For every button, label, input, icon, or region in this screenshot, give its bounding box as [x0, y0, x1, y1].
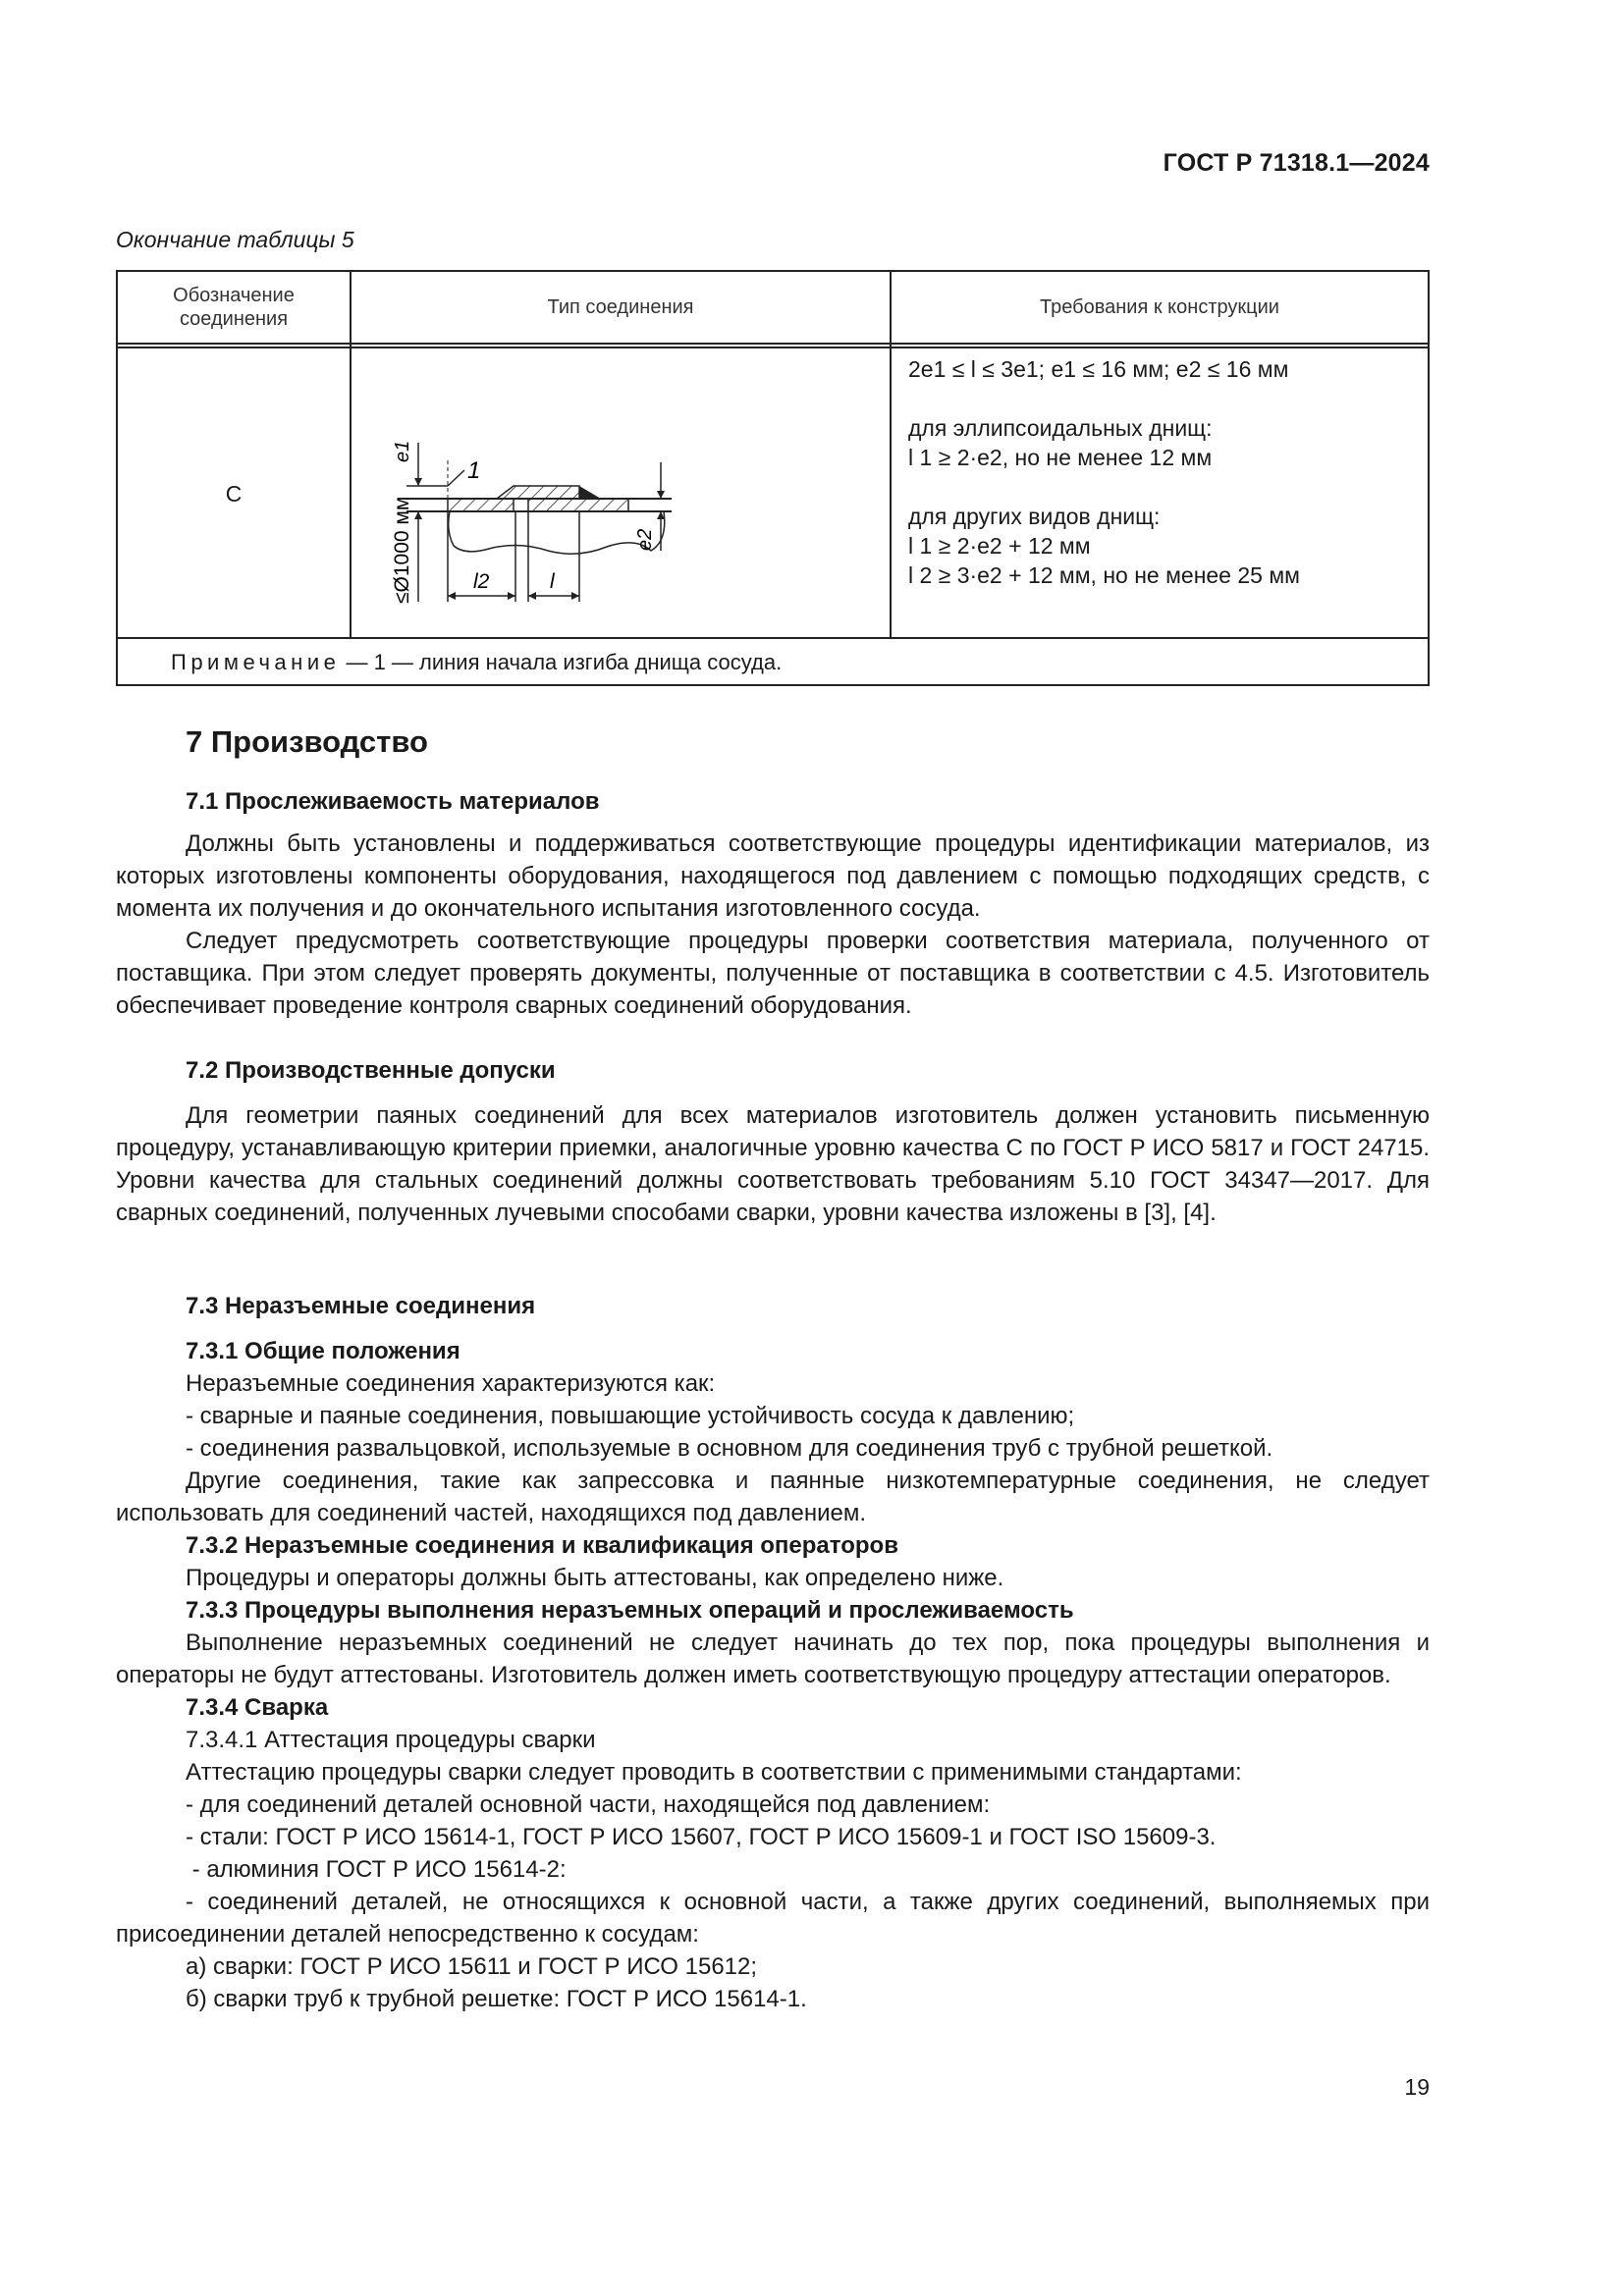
note-text: — 1 — линия начала изгиба днища сосуда. [340, 650, 783, 674]
page-number: 19 [1404, 2074, 1430, 2100]
paragraph: Выполнение неразъемных соединений не следует начинать до тех пор, пока процедуры выполнения и операторы не будут аттестованы. Изготовитель должен иметь соответствующую процедуру аттестации операторов. [116, 1629, 1430, 1688]
subsection-heading: 7.1 Прослеживаемость материалов [186, 788, 600, 815]
text-line: Процедуры и операторы должны быть аттестованы, как определено ниже. [186, 1565, 1004, 1591]
list-item: - алюминия ГОСТ Р ИСО 15614-2: [186, 1856, 567, 1883]
paragraph: Следует предусмотреть соответствующие процедуры проверки соответствия материала, полученного от поставщика. При этом следует проверять документы, полученные от поставщика в соответствии с 4.5. Изготовитель обеспечивает проведение контроля сварных соединений оборудования. [116, 928, 1430, 1019]
label-e1: e1 [392, 440, 413, 462]
clause-heading: 7.3.4 Сварка [186, 1694, 329, 1721]
note-label: Примечание [171, 650, 341, 674]
subsection-heading: 7.3 Неразъемные соединения [186, 1293, 536, 1319]
list-item: - соединения развальцовкой, используемые в основном для соединения труб с трубной решеткой. [186, 1435, 1273, 1462]
fillet-weld [579, 486, 601, 499]
subsection-heading: 7.2 Производственные допуски [186, 1057, 556, 1084]
lower-plate-hatch [448, 499, 514, 511]
section-7-1 [116, 785, 1430, 1022]
break-line [449, 511, 665, 554]
column-header-designation: Обозначение соединения [173, 285, 295, 330]
text-line: Аттестацию процедуры сварки следует проводить в соответствии с применимыми стандартами: [186, 1759, 1242, 1786]
column-header-joint-type: Тип соединения [547, 296, 694, 318]
req-line: 2e1 ≤ l ≤ 3e1; e1 ≤ 16 мм; e2 ≤ 16 мм [908, 356, 1289, 382]
clause-heading: 7.3.2 Неразъемные соединения и квалификация операторов [186, 1532, 898, 1559]
list-item: - для соединений деталей основной части, находящейся под давлением: [186, 1791, 991, 1818]
req-line: l 1 ≥ 2·e2, но не менее 12 мм [908, 445, 1213, 470]
joint-designation: С [225, 480, 243, 507]
req-line: l 2 ≥ 3·e2 + 12 мм, но не менее 25 мм [908, 562, 1300, 588]
clause-heading: 7.3.3 Процедуры выполнения неразъемных операций и прослеживаемость [186, 1597, 1074, 1624]
table-caption: Окончание таблицы 5 [116, 227, 354, 252]
joint-drawing [352, 345, 890, 642]
clause-subheading: 7.3.4.1 Аттестация процедуры сварки [186, 1727, 596, 1753]
paragraph: Для геометрии паяных соединений для всех материалов изготовитель должен установить письменную процедуру, устанавливающую критерии приемки, аналогичные уровню качества С по ГОСТ Р ИСО 5817 и ГОСТ 24715. Уровни качества для стальных соединений должны соответствовать требованиям 5.10 ГОСТ 34347—2017. Для сварных соединений, полученных лучевыми способами сварки, уровни качества изложены в [3], [4]. [116, 1102, 1430, 1226]
upper-plate-hatch [528, 499, 628, 511]
list-item: а) сварки: ГОСТ Р ИСО 15611 и ГОСТ Р ИСО 15612; [186, 1953, 758, 1980]
label-l2: l2 [473, 570, 490, 593]
construction-requirements [908, 354, 1419, 590]
list-item: - сварные и паяные соединения, повышающие устойчивость сосуда к давлению; [186, 1403, 1075, 1429]
label-l: l [550, 570, 555, 593]
list-item: - стали: ГОСТ Р ИСО 15614-1, ГОСТ Р ИСО 15607, ГОСТ Р ИСО 15609-1 и ГОСТ ISO 15609-3. [186, 1824, 1217, 1850]
paragraph: - соединений деталей, не относящихся к основной части, а также других соединений, выполняемых при присоединении деталей непосредственно к сосудам: [116, 1889, 1430, 1948]
standard-header: ГОСТ Р 71318.1—2024 [1163, 149, 1430, 177]
req-line: l 1 ≥ 2·e2 + 12 мм [908, 533, 1091, 559]
text-line: Неразъемные соединения характеризуются как: [186, 1370, 716, 1397]
list-item: б) сварки труб к трубной решетке: ГОСТ Р ИСО 15614-1. [186, 1986, 807, 2012]
label-e2: e2 [634, 528, 656, 551]
section-7-3 [116, 1290, 1430, 2015]
head-hatch [497, 486, 579, 499]
table-5 [116, 270, 1430, 686]
label-1: 1 [467, 457, 481, 484]
section-heading: 7 Производство [186, 724, 428, 759]
req-line: для эллипсоидальных днищ: [908, 415, 1213, 441]
clause-heading: 7.3.1 Общие положения [186, 1338, 460, 1364]
label-diameter: ≤Ø1000 мм [391, 496, 413, 604]
paragraph: Должны быть установлены и поддерживаться соответствующие процедуры идентификации материалов, из которых изготовлены компоненты оборудования, находящегося под давлением с помощью подходящих средств, с момента их получения и до окончательного испытания изготовленного сосуда. [116, 830, 1430, 922]
req-line: для других видов днищ: [908, 504, 1161, 529]
section-7-2 [116, 1054, 1430, 1229]
column-header-requirements: Требования к конструкции [1040, 296, 1279, 318]
table-note [171, 650, 782, 675]
paragraph: Другие соединения, такие как запрессовка и паянные низкотемпературные соединения, не следует использовать для соединений частей, находящихся под давлением. [116, 1468, 1430, 1526]
